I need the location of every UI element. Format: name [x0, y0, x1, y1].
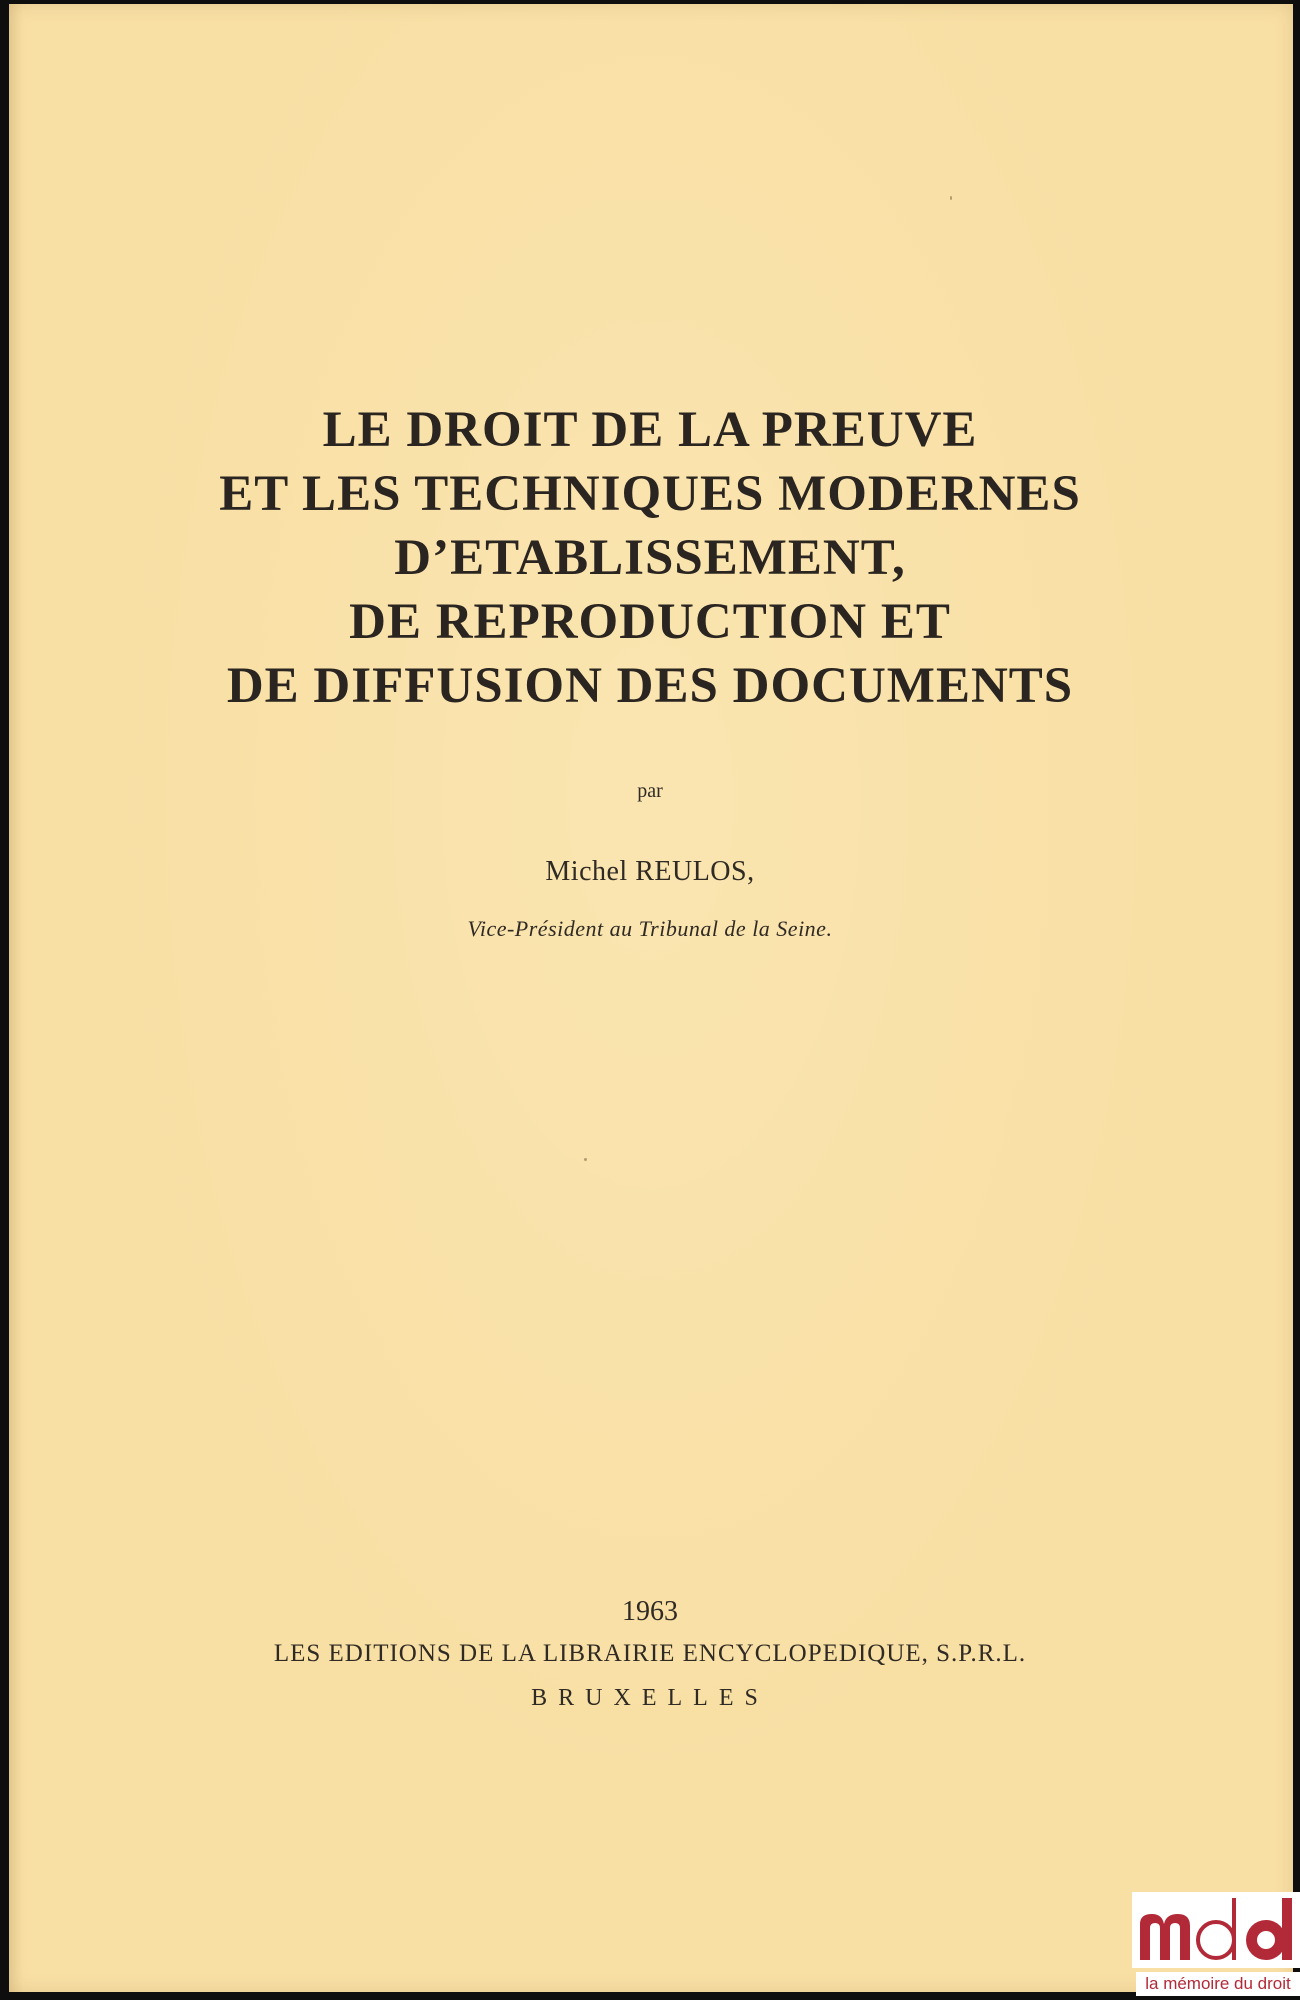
byline-par: par [637, 780, 663, 802]
title-line-2: ET LES TECHNIQUES MODERNES [219, 466, 1081, 522]
title-line-4: DE REPRODUCTION ET [349, 594, 951, 650]
author-role: Vice-Président au Tribunal de la Seine. [467, 916, 833, 941]
title-line-1: LE DROIT DE LA PREUVE [322, 402, 978, 458]
title-line-5: DE DIFFUSION DES DOCUMENTS [226, 658, 1074, 714]
book-title [0, 398, 1300, 718]
author-name: Michel REULOS, [545, 856, 755, 887]
mdd-watermark [1132, 1892, 1300, 2000]
watermark-tagline: la mémoire du droit [1136, 1972, 1300, 1996]
mdd-logo-icon [1132, 1892, 1300, 1968]
publication-city: BRUXELLES [531, 1685, 769, 1711]
publisher-name: LES EDITIONS DE LA LIBRAIRIE ENCYCLOPEDIQUE, S.P.R.L. [273, 1640, 1027, 1667]
paper-speck [584, 1158, 587, 1161]
title-line-3: D’ETABLISSEMENT, [394, 530, 906, 586]
paper-speck [950, 196, 952, 200]
publication-year: 1963 [622, 1596, 678, 1627]
